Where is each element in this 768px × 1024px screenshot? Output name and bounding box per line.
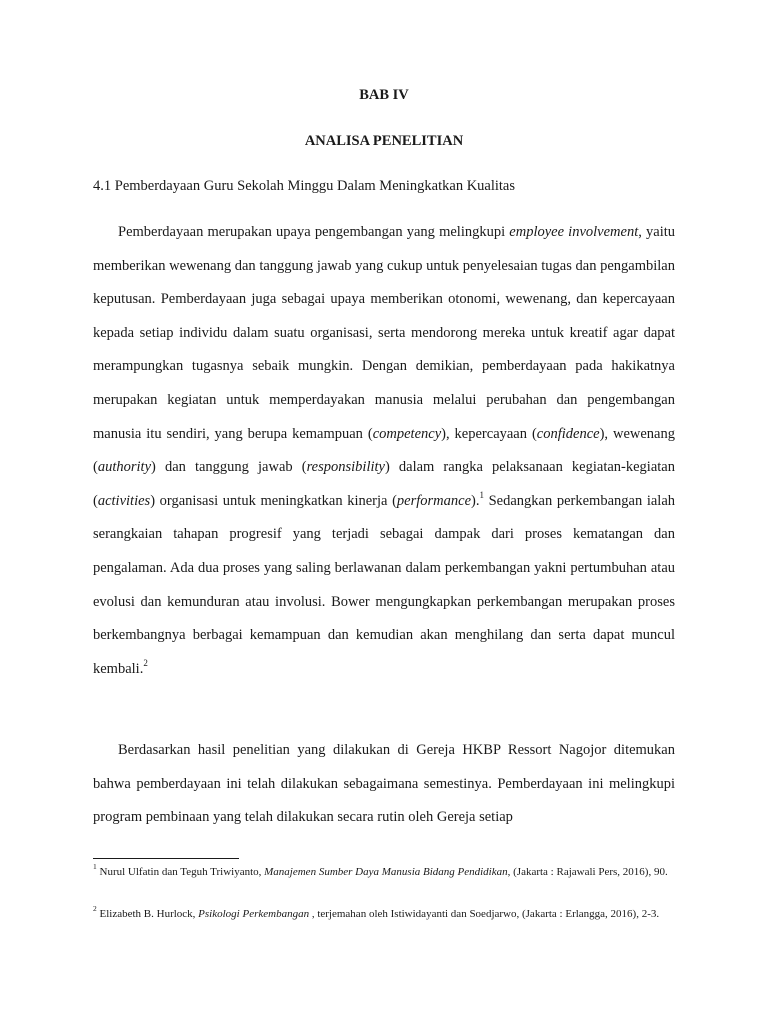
footnote-text: Elizabeth B. Hurlock, bbox=[96, 908, 199, 920]
italic-term: authority bbox=[97, 459, 152, 476]
italic-term: employee involvement bbox=[509, 224, 639, 240]
section-heading: 4.1 Pemberdayaan Guru Sekolah Minggu Dalam Meningkatkan Kualitas bbox=[93, 178, 516, 194]
footnote-book-title: Psikologi Perkembangan bbox=[198, 908, 310, 920]
text-run: ). bbox=[471, 492, 480, 509]
body-paragraph-1 bbox=[93, 216, 675, 686]
text-run: ) dan tanggung jawab ( bbox=[151, 459, 307, 476]
italic-term: activities bbox=[97, 492, 151, 509]
footnote-number: 2 bbox=[93, 904, 97, 914]
chapter-title: ANALISA PENELITIAN bbox=[304, 133, 464, 149]
footnote-text: , terjemahan oleh Istiwidayanti dan Soedjarwo, (Jakarta : Erlangga, 2016), 2-3. bbox=[309, 908, 660, 920]
chapter-heading: BAB IV bbox=[359, 87, 409, 103]
footnote-1 bbox=[93, 864, 675, 880]
footnote-ref-1[interactable]: 1 bbox=[479, 489, 484, 500]
footnote-2 bbox=[93, 906, 675, 922]
italic-term: performance bbox=[396, 492, 472, 509]
footnote-book-title: Manajemen Sumber Daya Manusia Bidang Pendidikan bbox=[264, 866, 508, 878]
footnote-text: , (Jakarta : Rajawali Pers, 2016), 90. bbox=[507, 866, 668, 878]
text-run: ) dalam rangka pelaksanaan kegiatan-kegiatan ( bbox=[93, 459, 675, 509]
body-paragraph-2: Berdasarkan hasil penelitian yang dilakukan di Gereja HKBP Ressort Nagojor ditemukan bahwa pemberdayaan ini telah dilakukan sebagaimana semestinya. Pemberdayaan ini melingkupi program pembinaan yang telah dilakukan secara rutin oleh Gereja setiap bbox=[93, 742, 675, 826]
text-run: Pemberdayaan merupakan upaya pengembangan yang melingkupi bbox=[118, 224, 510, 240]
italic-term: responsibility bbox=[306, 459, 385, 476]
footnote-number: 1 bbox=[93, 862, 97, 872]
footnote-ref-2[interactable]: 2 bbox=[143, 657, 148, 668]
text-run: Sedangkan perkembangan ialah serangkaian tahapan progresif yang terjadi sebagai dampak dari proses kematangan dan pengalaman. Ada dua proses yang saling berlawanan dalam perkembangan yakni pertumbuhan atau evolusi dan kemunduran atau involusi. Bower mengungkapkan perkembangan merupakan proses berkembangnya berbagai kemampuan dan kemudian akan menghilang dan serta dapat muncul kembali. bbox=[93, 492, 675, 677]
italic-term: confidence bbox=[536, 425, 600, 442]
text-run: ) organisasi untuk meningkatkan kinerja ( bbox=[150, 492, 397, 509]
italic-term: competency bbox=[372, 425, 442, 442]
text-run: ), wewenang ( bbox=[93, 425, 675, 476]
footnote-separator bbox=[93, 858, 239, 859]
text-run: ), kepercayaan ( bbox=[441, 425, 537, 442]
footnote-text: Nurul Ulfatin dan Teguh Triwiyanto, bbox=[96, 866, 265, 878]
text-run: , yaitu memberikan wewenang dan tanggung jawab yang cukup untuk penyelesaian tugas dan pengambilan keputusan. Pemberdayaan juga sebagai upaya memberikan otonomi, wewenang, dan kepercayaan kepada setiap individu dalam suatu organisasi, serta mendorong mereka untuk kreatif agar dapat merampungkan tugasnya sebaik mungkin. Dengan demikian, pemberdayaan pada hakikatnya merupakan kegiatan untuk memperdayakan manusia melalui perubahan dan pengembangan manusia itu sendiri, yang berupa kemampuan ( bbox=[93, 224, 675, 442]
